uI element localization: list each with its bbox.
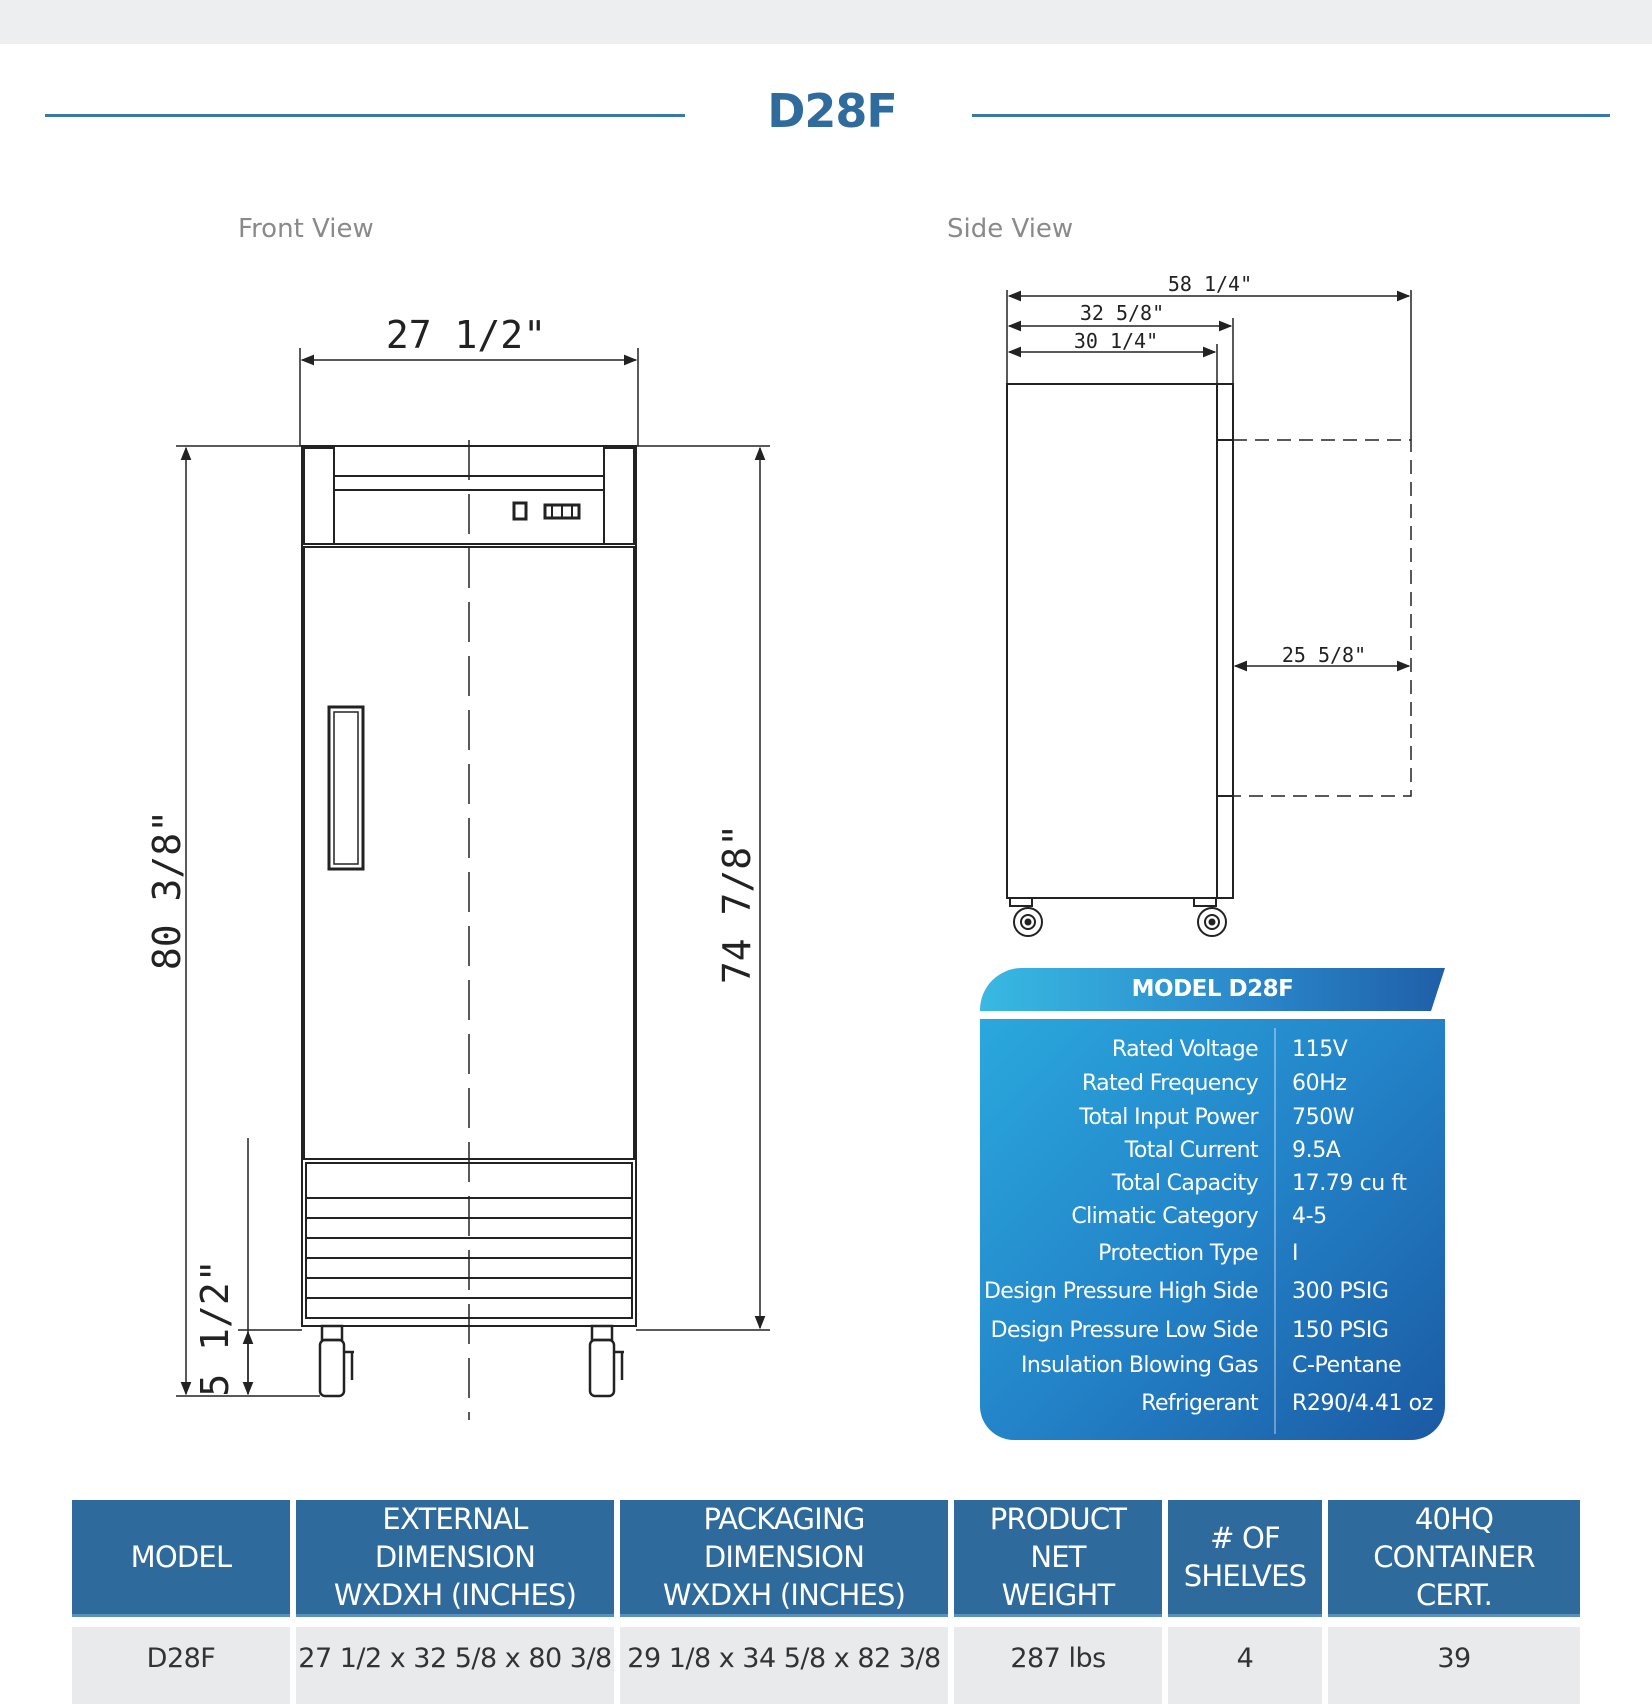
header-line1: PRODUCT NET xyxy=(989,1502,1127,1574)
spec-row xyxy=(980,1105,1445,1139)
table-cell: 4 xyxy=(1168,1627,1322,1704)
spec-key: Rated Frequency xyxy=(1081,1071,1258,1096)
spec-row xyxy=(980,1391,1445,1425)
table-cell: 287 lbs xyxy=(954,1627,1162,1704)
side-depth-dim: 32 5/8" xyxy=(1079,301,1165,325)
table-cell: 27 1/2 x 32 5/8 x 80 3/8 xyxy=(296,1627,614,1704)
spec-row xyxy=(980,1353,1445,1387)
spec-row xyxy=(980,1279,1445,1313)
spec-key: Rated Voltage xyxy=(1111,1037,1258,1062)
front-leg-dim: 5 1/2" xyxy=(193,1259,237,1397)
spec-key: Insulation Blowing Gas xyxy=(1020,1353,1258,1378)
side-view-label: Side View xyxy=(947,214,1074,244)
spec-value: R290/4.41 oz xyxy=(1292,1391,1433,1416)
spec-key: Protection Type xyxy=(1098,1241,1258,1266)
table-header-packaging xyxy=(620,1500,948,1617)
table-header-shelves xyxy=(1168,1500,1322,1617)
spec-value: 115V xyxy=(1292,1037,1348,1062)
spec-header: MODEL D28F xyxy=(1131,976,1294,1002)
table-cell: 39 xyxy=(1328,1627,1580,1704)
spec-value: 9.5A xyxy=(1292,1138,1341,1163)
spec-value: 300 PSIG xyxy=(1292,1279,1389,1304)
table-header-weight xyxy=(954,1500,1162,1617)
table-cell: 29 1/8 x 34 5/8 x 82 3/8 xyxy=(620,1627,948,1704)
spec-value: 150 PSIG xyxy=(1292,1318,1389,1343)
page-title: D28F xyxy=(767,84,897,138)
side-view-drawing xyxy=(1007,290,1411,936)
side-depth-body-dim: 30 1/4" xyxy=(1073,329,1159,353)
header-line1: 40HQ xyxy=(1414,1502,1494,1536)
spec-key: Total Capacity xyxy=(1111,1171,1258,1196)
front-width-dim: 27 1/2" xyxy=(385,313,547,357)
table-cell: D28F xyxy=(72,1627,290,1704)
spec-row xyxy=(980,1171,1445,1205)
spec-row xyxy=(980,1071,1445,1105)
spec-table xyxy=(66,1500,1586,1704)
spec-key: Design Pressure High Side xyxy=(983,1279,1258,1304)
spec-value: C-Pentane xyxy=(1292,1353,1402,1378)
spec-value: 17.79 cu ft xyxy=(1292,1171,1407,1196)
header-line2: WXDXH (INCHES) xyxy=(333,1578,577,1612)
front-door-height-dim: 74 7/8" xyxy=(715,823,759,985)
spec-value: 750W xyxy=(1292,1105,1355,1130)
header-line2: CONTAINER CERT. xyxy=(1373,1540,1535,1612)
front-view-label: Front View xyxy=(238,214,374,244)
spec-value: 60Hz xyxy=(1292,1071,1347,1096)
spec-row xyxy=(980,1241,1445,1275)
spec-row xyxy=(980,1204,1445,1238)
header-line1: # OF xyxy=(1210,1521,1280,1555)
header-line2: SHELVES xyxy=(1183,1559,1307,1593)
header-line2: WEIGHT xyxy=(1001,1578,1115,1612)
spec-key: Refrigerant xyxy=(1141,1391,1258,1416)
spec-key: Total Input Power xyxy=(1079,1105,1258,1130)
spec-key: Total Current xyxy=(1124,1138,1258,1163)
spec-row xyxy=(980,1037,1445,1071)
front-view-drawing xyxy=(176,348,770,1420)
side-door-swing-dim: 25 5/8" xyxy=(1281,643,1367,667)
spec-row xyxy=(980,1138,1445,1172)
header-line2: WXDXH (INCHES) xyxy=(662,1578,906,1612)
table-row xyxy=(72,1627,1580,1704)
spec-row xyxy=(980,1318,1445,1352)
spec-key: Design Pressure Low Side xyxy=(990,1318,1258,1343)
header-line1: MODEL xyxy=(130,1540,232,1574)
header-line1: PACKAGING DIMENSION xyxy=(703,1502,865,1574)
spec-key: Climatic Category xyxy=(1071,1204,1258,1229)
side-depth-open-dim: 58 1/4" xyxy=(1167,272,1253,296)
table-header-model xyxy=(72,1500,290,1617)
header-line1: EXTERNAL DIMENSION xyxy=(374,1502,536,1574)
table-header-external xyxy=(296,1500,614,1617)
spec-value: 4-5 xyxy=(1292,1204,1327,1229)
table-header-container xyxy=(1328,1500,1580,1617)
spec-value: I xyxy=(1292,1241,1299,1266)
front-height-dim: 80 3/8" xyxy=(145,809,189,971)
